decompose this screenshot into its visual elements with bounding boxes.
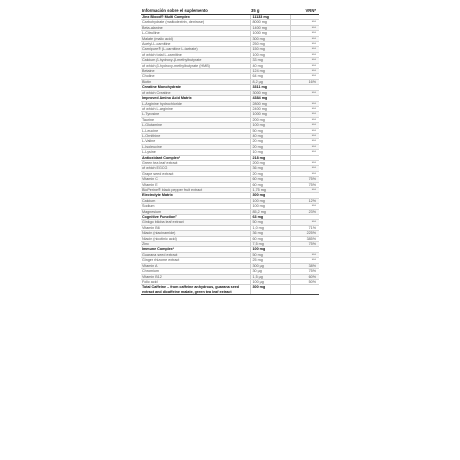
ingredient-amount: 1000 mg — [250, 112, 290, 117]
ingredient-amount: 40 mg — [250, 63, 290, 68]
ingredient-name: Beta-alanine — [141, 25, 250, 30]
ingredient-vrn: *** — [290, 42, 319, 47]
ingredient-amount: 100 mg — [250, 198, 290, 203]
ingredient-amount: 200 mg — [250, 160, 290, 165]
ingredient-name: of which L-arginine — [141, 106, 250, 111]
ingredient-amount: 2800 mg — [250, 101, 290, 106]
ingredient-amount: 20 mg — [250, 171, 290, 176]
ingredient-vrn: *** — [290, 252, 319, 257]
ingredient-name: Ginkgo biloba leaf extract — [141, 220, 250, 225]
ingredient-name: L-Valine — [141, 139, 250, 144]
ingredient-name: Zinc — [141, 242, 250, 247]
ingredient-vrn: 75% — [290, 177, 319, 182]
ingredient-amount: 3311 mg — [250, 85, 290, 90]
ingredient-name: Acetyl-L-carnitine — [141, 42, 250, 47]
ingredient-vrn: 71% — [290, 225, 319, 230]
ingredient-amount: 100 mg — [250, 247, 290, 252]
ingredient-vrn: 23% — [290, 209, 319, 214]
ingredient-amount: 218 mg — [250, 155, 290, 160]
ingredient-name: BioPerine® black pepper fruit extract — [141, 188, 250, 193]
ingredient-amount: 60 mg — [250, 236, 290, 241]
ingredient-amount: 100 mg — [250, 52, 290, 57]
ingredient-name: Improved Amino Acid Matrix — [141, 96, 250, 101]
ingredient-amount: 1400 mg — [250, 25, 290, 30]
total-row — [141, 285, 319, 295]
ingredient-name: Malate (malic acid) — [141, 36, 250, 41]
ingredient-vrn: 60% — [290, 274, 319, 279]
ingredient-name: Calcium β-hydroxy-β-methylbutyrate — [141, 58, 250, 63]
ingredient-name: L-Isoleucine — [141, 144, 250, 149]
ingredient-vrn: *** — [290, 106, 319, 111]
ingredient-amount: 60 mg — [250, 177, 290, 182]
ingredient-amount: 4384 mg — [250, 96, 290, 101]
ingredient-vrn: *** — [290, 25, 319, 30]
ingredient-amount: 10 mg — [250, 150, 290, 155]
ingredient-amount: 50 mg — [250, 128, 290, 133]
ingredient-name: Cognitive Function² — [141, 215, 250, 220]
ingredient-amount: 40 mg — [250, 133, 290, 138]
ingredient-name: Green tea leaf extract — [141, 160, 250, 165]
ingredient-name: Electrolyte Matrix — [141, 193, 250, 198]
ingredient-vrn: *** — [290, 133, 319, 138]
ingredient-name: Sodium — [141, 204, 250, 209]
supplement-facts-panel — [141, 7, 319, 295]
ingredient-name: Total Caffeine – from caffeine anhydrous, guarana seed extract and dicaffeine malate, green tea leaf extract — [141, 285, 250, 295]
ingredient-amount: 300 mg — [250, 36, 290, 41]
ingredient-name: L-Glutamine — [141, 123, 250, 128]
ingredient-name: Vitamin C — [141, 177, 250, 182]
ingredient-name: Vitamin B6 — [141, 225, 250, 230]
ingredient-vrn: *** — [290, 90, 319, 95]
ingredient-name: L-Ornithine — [141, 133, 250, 138]
ingredient-name: Niacin (niacinamide) — [141, 231, 250, 236]
ingredient-amount: 100 µg — [250, 279, 290, 284]
ingredient-amount: 7,5 mg — [250, 242, 290, 247]
ingredient-name: of which Creatine — [141, 90, 250, 95]
ingredient-vrn: *** — [290, 123, 319, 128]
ingredient-name: Carnipure® (L-carnitine L-tartrate) — [141, 47, 250, 52]
table-body — [141, 15, 319, 295]
ingredient-vrn: *** — [290, 188, 319, 193]
ingredient-amount: 2400 mg — [250, 106, 290, 111]
ingredient-vrn: *** — [290, 63, 319, 68]
ingredient-name: Carbohydrate (maltodextrin, dextrose) — [141, 20, 250, 25]
ingredient-vrn: 12% — [290, 198, 319, 203]
ingredient-name: Grape seed extract — [141, 171, 250, 176]
ingredient-amount: 200 mg — [250, 117, 290, 122]
ingredient-name: L-Citrulline — [141, 31, 250, 36]
ingredient-vrn: *** — [290, 69, 319, 74]
ingredient-amount: 20 mg — [250, 144, 290, 149]
ingredient-vrn: *** — [290, 144, 319, 149]
ingredient-name: Niacin (nicotinic acid) — [141, 236, 250, 241]
ingredient-name: L-Arginine hydrochloride — [141, 101, 250, 106]
ingredient-name: Vitamin A — [141, 263, 250, 268]
ingredient-vrn: *** — [290, 150, 319, 155]
ingredient-name: of which EGCG — [141, 166, 250, 171]
ingredient-amount: 33 mg — [250, 58, 290, 63]
ingredient-amount: 1,0 mg — [250, 225, 290, 230]
ingredient-amount: 60 mg — [250, 182, 290, 187]
ingredient-vrn: *** — [290, 20, 319, 25]
ingredient-vrn: 225% — [290, 231, 319, 236]
ingredient-name: L-Lysine — [141, 150, 250, 155]
ingredient-amount: 1,5 µg — [250, 274, 290, 279]
ingredient-name: Choline — [141, 74, 250, 79]
ingredient-name: Creatine Monohydrate — [141, 85, 250, 90]
ingredient-name: L-Leucine — [141, 128, 250, 133]
ingredient-vrn: *** — [290, 117, 319, 122]
ingredient-vrn: *** — [290, 220, 319, 225]
ingredient-name: Jinx Blood® Multi Complex — [141, 15, 250, 20]
ingredient-amount: 30 µg — [250, 269, 290, 274]
ingredient-name: of which total L-carnitine — [141, 52, 250, 57]
ingredient-vrn: *** — [290, 101, 319, 106]
ingredient-amount: 300 mg — [250, 193, 290, 198]
ingredient-vrn: *** — [290, 139, 319, 144]
ingredient-amount: 300 µg — [250, 263, 290, 268]
ingredient-amount: 300 mg — [250, 285, 290, 295]
ingredient-amount: 100 mg — [250, 204, 290, 209]
ingredient-amount: 3000 mg — [250, 90, 290, 95]
ingredient-amount: 1,75 mg — [250, 188, 290, 193]
ingredient-vrn: 75% — [290, 269, 319, 274]
ingredient-vrn: 385% — [290, 236, 319, 241]
ingredient-name: Vitamin E — [141, 182, 250, 187]
ingredient-name: Folic acid — [141, 279, 250, 284]
ingredient-vrn: *** — [290, 204, 319, 209]
ingredient-name: Taurine — [141, 117, 250, 122]
ingredient-vrn: 75% — [290, 242, 319, 247]
ingredient-name: Immune Complex³ — [141, 247, 250, 252]
ingredient-amount: 8000 mg — [250, 20, 290, 25]
ingredient-amount: 124 mg — [250, 69, 290, 74]
ingredient-name: L-Tyrosine — [141, 112, 250, 117]
ingredient-vrn: 75% — [290, 182, 319, 187]
ingredient-vrn: *** — [290, 31, 319, 36]
ingredient-amount: 11133 mg — [250, 15, 290, 20]
ingredient-vrn: 50% — [290, 279, 319, 284]
ingredient-amount: 100 mg — [250, 123, 290, 128]
ingredient-amount: 36 mg — [250, 166, 290, 171]
ingredient-vrn: *** — [290, 58, 319, 63]
ingredient-vrn: *** — [290, 74, 319, 79]
ingredient-name: Ginger rhizome extract — [141, 258, 250, 263]
ingredient-vrn — [290, 285, 319, 295]
ingredient-amount: 50 mg — [250, 252, 290, 257]
supplement-facts-table — [141, 7, 319, 295]
ingredient-amount: 63 mg — [250, 215, 290, 220]
ingredient-vrn: *** — [290, 166, 319, 171]
ingredient-amount: 64 mg — [250, 74, 290, 79]
ingredient-amount: 250 mg — [250, 42, 290, 47]
ingredient-amount: 25 mg — [250, 258, 290, 263]
ingredient-amount: 8,2 µg — [250, 79, 290, 84]
header-serving: 35 g — [250, 7, 290, 15]
ingredient-vrn: *** — [290, 258, 319, 263]
ingredient-vrn: *** — [290, 36, 319, 41]
header-vrn: VRN* — [290, 7, 319, 15]
ingredient-name: Biotin — [141, 79, 250, 84]
ingredient-amount: 20 mg — [250, 139, 290, 144]
ingredient-vrn: 38% — [290, 263, 319, 268]
ingredient-amount: 36 mg — [250, 231, 290, 236]
ingredient-vrn: *** — [290, 160, 319, 165]
ingredient-amount: 1000 mg — [250, 31, 290, 36]
ingredient-name: Calcium — [141, 198, 250, 203]
ingredient-vrn: *** — [290, 171, 319, 176]
ingredient-name: Antioxidant Complex¹ — [141, 155, 250, 160]
ingredient-name: of which β-hydroxy-methylbutyrate (HMB) — [141, 63, 250, 68]
ingredient-vrn: *** — [290, 52, 319, 57]
ingredient-amount: 50 mg — [250, 220, 290, 225]
ingredient-vrn: *** — [290, 128, 319, 133]
header-title: Información sobre el suplemento — [141, 7, 250, 15]
ingredient-vrn: *** — [290, 112, 319, 117]
ingredient-name: Chromium — [141, 269, 250, 274]
ingredient-amount: 150 mg — [250, 47, 290, 52]
ingredient-name: Vitamin B12 — [141, 274, 250, 279]
table-header-row — [141, 7, 319, 15]
ingredient-name: Guarana seed extract — [141, 252, 250, 257]
ingredient-name: Magnesium — [141, 209, 250, 214]
ingredient-name: Betaine — [141, 69, 250, 74]
ingredient-amount: 85,2 mg — [250, 209, 290, 214]
ingredient-vrn: 16% — [290, 79, 319, 84]
ingredient-vrn: *** — [290, 47, 319, 52]
